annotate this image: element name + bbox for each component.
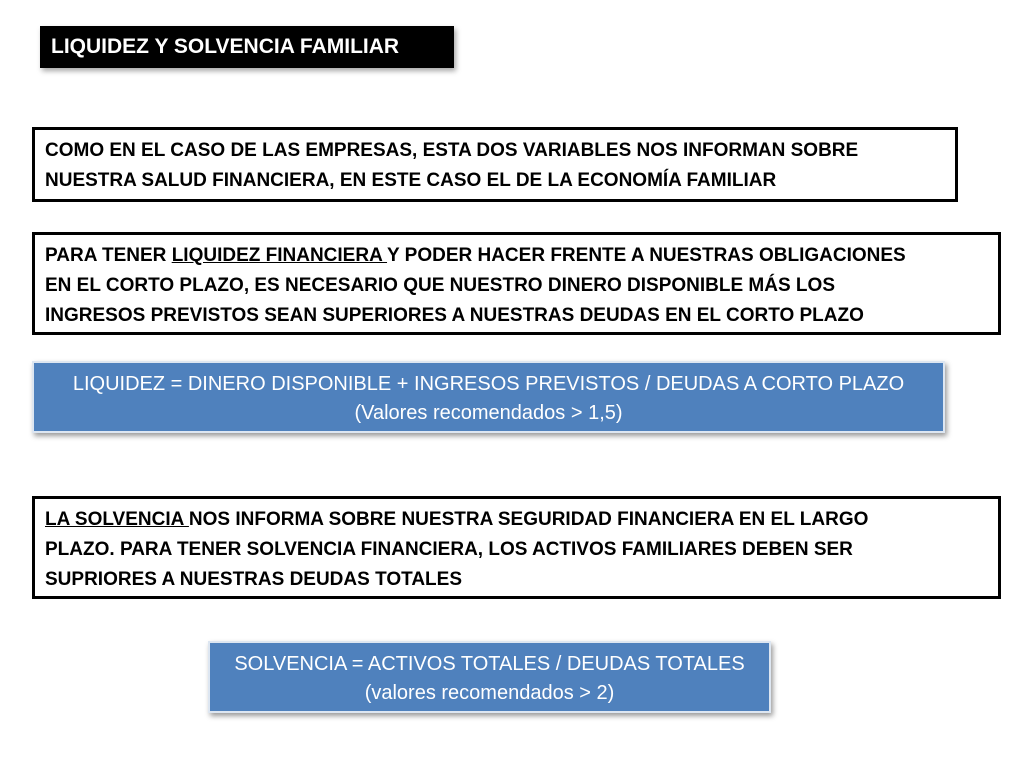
solvency-formula-box	[208, 641, 771, 713]
liquidity-text-box	[32, 232, 1001, 335]
liquidity-line-1	[45, 241, 988, 271]
solvency-formula: SOLVENCIA = ACTIVOS TOTALES / DEUDAS TOTALES	[234, 653, 745, 675]
slide-title: LIQUIDEZ Y SOLVENCIA FAMILIAR	[40, 26, 454, 68]
solvency-line-2: PLAZO. PARA TENER SOLVENCIA FINANCIERA, LOS ACTIVOS FAMILIARES DEBEN SER	[45, 539, 853, 560]
intro-line-1: COMO EN EL CASO DE LAS EMPRESAS, ESTA DOS VARIABLES NOS INFORMAN SOBRE	[45, 140, 859, 161]
liquidity-term-underlined: LIQUIDEZ FINANCIERA	[171, 245, 388, 266]
intro-text-box	[32, 127, 958, 202]
liquidity-line-1-post: Y PODER HACER FRENTE A NUESTRAS OBLIGACIONES	[387, 245, 906, 266]
solvency-line-1-post: NOS INFORMA SOBRE NUESTRA SEGURIDAD FINANCIERA EN EL LARGO	[188, 509, 869, 530]
solvency-line-3: SUPRIORES A NUESTRAS DEUDAS TOTALES	[45, 569, 462, 590]
liquidity-line-3: INGRESOS PREVISTOS SEAN SUPERIORES A NUESTRAS DEUDAS EN EL CORTO PLAZO	[45, 305, 864, 326]
solvency-term-underlined: LA SOLVENCIA	[45, 509, 189, 530]
liquidity-recommended-values: (Valores recomendados > 1,5)	[354, 402, 623, 424]
liquidity-line-1-pre: PARA TENER	[45, 245, 172, 266]
intro-line-2: NUESTRA SALUD FINANCIERA, EN ESTE CASO EL DE LA ECONOMÍA FAMILIAR	[45, 170, 777, 191]
solvency-text-box	[32, 496, 1001, 599]
solvency-line-1	[45, 505, 988, 535]
liquidity-line-2: EN EL CORTO PLAZO, ES NECESARIO QUE NUESTRO DINERO DISPONIBLE MÁS LOS	[45, 275, 835, 296]
solvency-recommended-values: (valores recomendados > 2)	[364, 682, 615, 704]
liquidity-formula: LIQUIDEZ = DINERO DISPONIBLE + INGRESOS PREVISTOS / DEUDAS A CORTO PLAZO	[72, 373, 905, 395]
liquidity-formula-box	[32, 361, 945, 433]
